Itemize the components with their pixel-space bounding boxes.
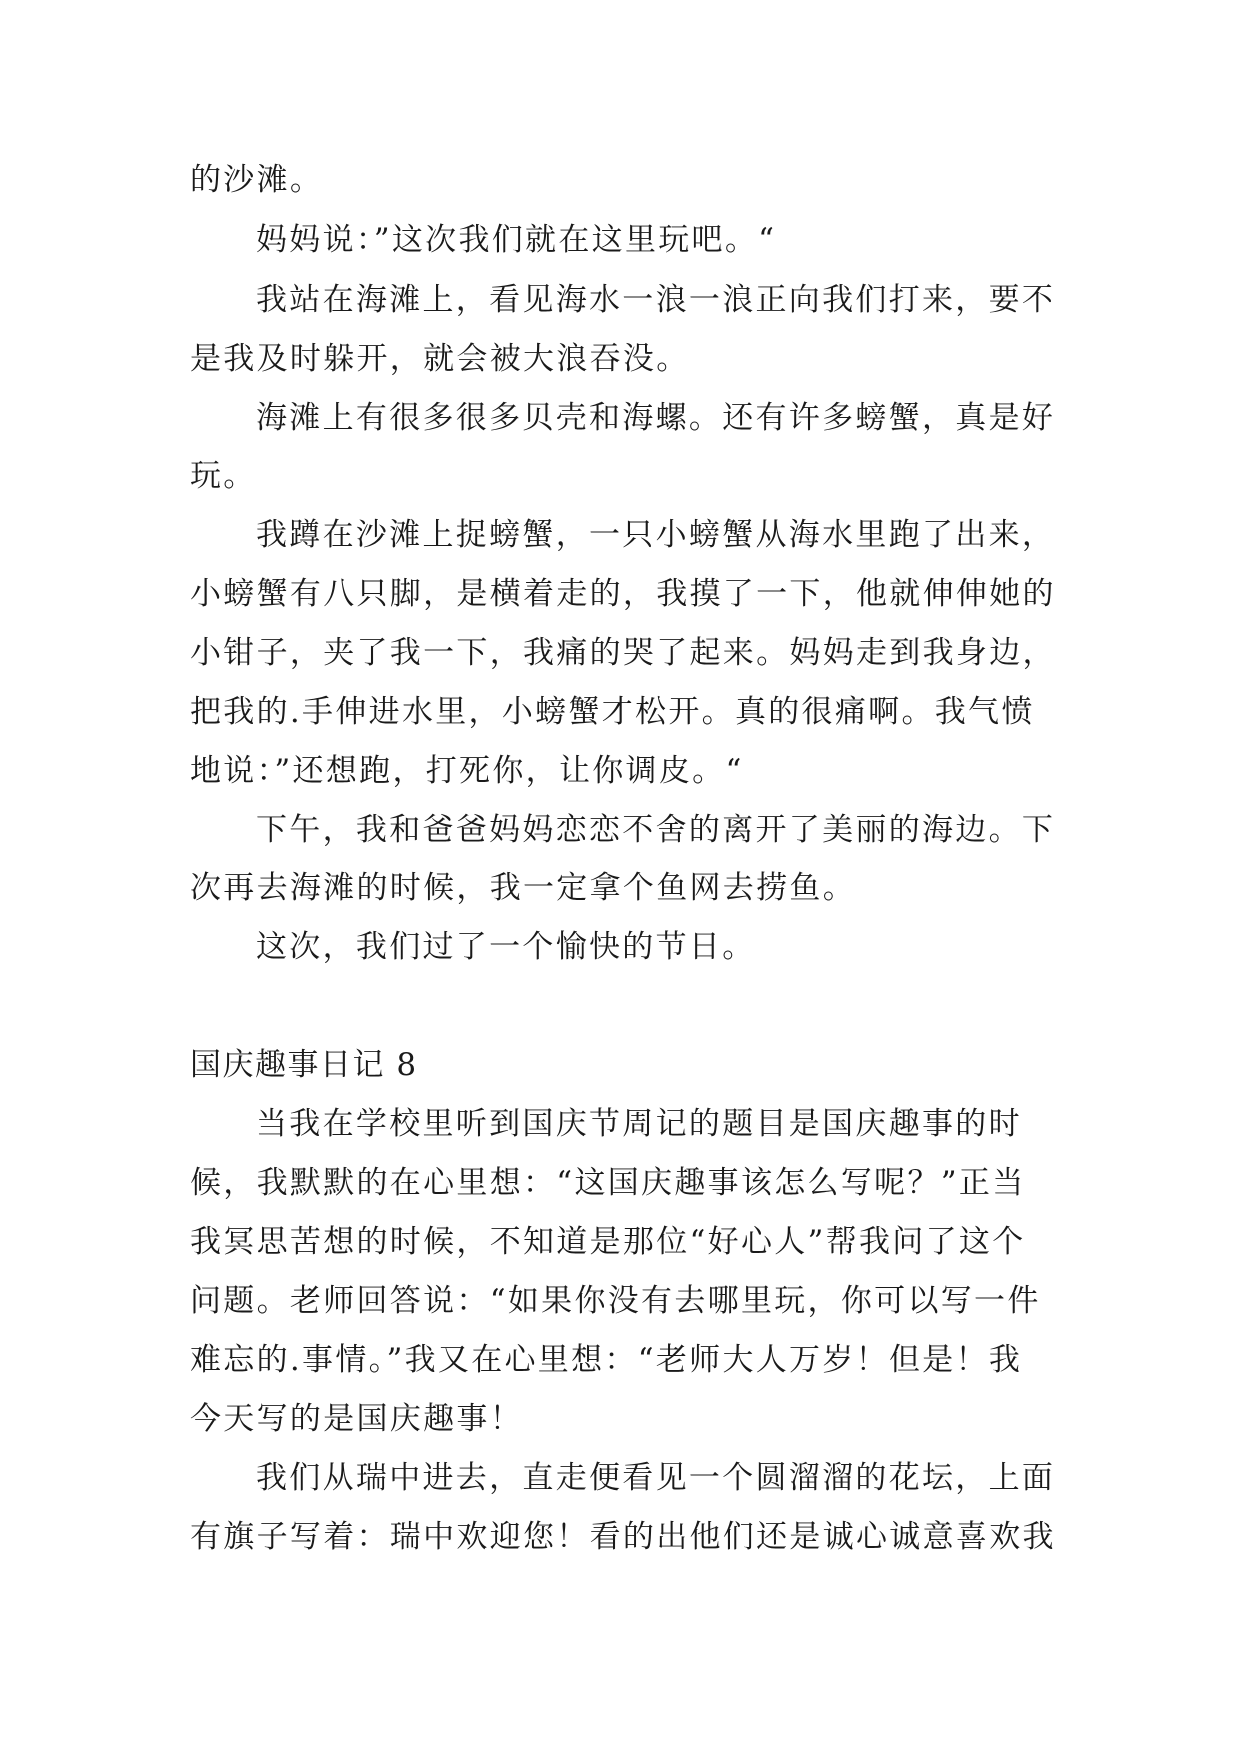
text-line: 地说：”还想跑，打死你，让你调皮。“ — [190, 753, 744, 789]
text-line: 下午，我和爸爸妈妈恋恋不舍的离开了美丽的海边。下 — [256, 812, 1056, 848]
text-line: 今天写的是国庆趣事！ — [190, 1401, 523, 1437]
text-line: 把我的.手伸进水里，小螃蟹才松开。真的很痛啊。我气愤 — [190, 694, 1035, 730]
text-line: 当我在学校里听到国庆节周记的题目是国庆趣事的时 — [256, 1106, 1022, 1142]
text-line: 是我及时躲开，就会被大浪吞没。 — [190, 341, 690, 377]
text-line: 小螃蟹有八只脚，是横着走的，我摸了一下，他就伸伸她的 — [190, 576, 1056, 612]
text-line: 我蹲在沙滩上捉螃蟹，一只小螃蟹从海水里跑了出来， — [256, 517, 1056, 553]
section-heading: 国庆趣事日记 8 — [190, 1047, 418, 1083]
text-line: 这次，我们过了一个愉快的节日。 — [256, 929, 756, 965]
text-line: 玩。 — [190, 458, 257, 494]
text-line: 小钳子，夹了我一下，我痛的哭了起来。妈妈走到我身边， — [190, 635, 1056, 671]
text-line: 问题。老师回答说：“如果你没有去哪里玩，你可以写一件 — [190, 1283, 1041, 1319]
text-line: 妈妈说：”这次我们就在这里玩吧。“ — [256, 222, 777, 258]
text-line: 候，我默默的在心里想：“这国庆趣事该怎么写呢？”正当 — [190, 1165, 1026, 1201]
text-line: 的沙滩。 — [190, 162, 324, 198]
text-line: 次再去海滩的时候，我一定拿个鱼网去捞鱼。 — [190, 870, 856, 906]
text-line: 海滩上有很多很多贝壳和海螺。还有许多螃蟹，真是好 — [256, 400, 1056, 436]
text-line: 我们从瑞中进去，直走便看见一个圆溜溜的花坛，上面 — [256, 1460, 1056, 1496]
text-line: 我站在海滩上，看见海水一浪一浪正向我们打来，要不 — [256, 282, 1056, 318]
text-line: 难忘的.事情。”我又在心里想：“老师大人万岁！但是！我 — [190, 1342, 1023, 1378]
text-line: 有旗子写着：瑞中欢迎您！看的出他们还是诚心诚意喜欢我 — [190, 1519, 1056, 1555]
text-line: 我冥思苦想的时候，不知道是那位“好心人”帮我问了这个 — [190, 1224, 1026, 1260]
